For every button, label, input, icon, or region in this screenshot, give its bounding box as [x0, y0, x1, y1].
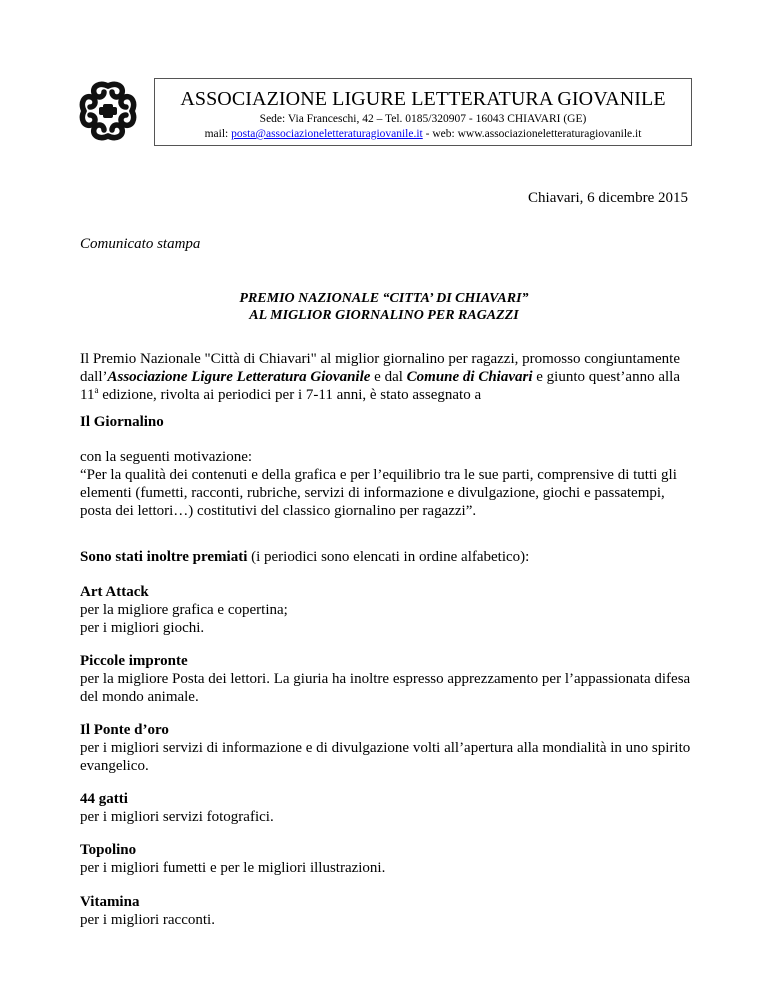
award-item — [80, 583, 695, 637]
other-awards-title: Sono stati inoltre premiati — [80, 549, 248, 565]
award-item — [80, 893, 695, 929]
award-reason: per la migliore Posta dei lettori. La giuria ha inoltre espresso apprezzamento per l’appassionata difesa del mondo animale. — [80, 671, 691, 705]
award-reason: per i migliori fumetti e per le migliori illustrazioni. — [80, 860, 386, 876]
motivation-block — [80, 448, 695, 520]
intro-paragraph — [80, 350, 695, 404]
award-name: Topolino — [80, 842, 137, 858]
title-line-1: PREMIO NAZIONALE “CITTA’ DI CHIAVARI” — [239, 291, 529, 306]
title-line-2: AL MIGLIOR GIORNALINO PER RAGAZZI — [249, 308, 519, 323]
association-logo — [78, 80, 138, 142]
web-label: - web: — [422, 128, 455, 140]
award-item — [80, 841, 695, 877]
award-name: Vitamina — [80, 894, 140, 910]
intro-text-2: e dal — [370, 369, 407, 385]
winner-name: Il Giornalino — [80, 414, 164, 430]
intro-text-4: edizione, rivolta ai periodici per i 7-11 anni, è stato assegnato a — [98, 387, 482, 403]
award-item — [80, 790, 695, 826]
website-text: www.associazioneletteraturagiovanile.it — [457, 128, 642, 140]
letterhead-box — [154, 78, 692, 146]
other-awards-heading — [80, 548, 695, 566]
other-awards-note: (i periodici sono elencati in ordine alfabetico): — [247, 549, 530, 565]
mail-label: mail: — [204, 128, 229, 140]
press-release-label: Comunicato stampa — [80, 236, 201, 252]
award-item — [80, 721, 695, 775]
award-reason: per la migliore grafica e copertina; — [80, 602, 288, 618]
intro-text-1: Il Premio Nazionale "Città di Chiavari" al miglior giornalino per ragazzi, promosso congiuntamente dall’ — [80, 351, 680, 385]
edition-superscript: a — [94, 385, 99, 395]
motivation-text: “Per la qualità dei contenuti e della grafica e per l’equilibrio tra le sue parti, comprensive di tutti gli elementi (fumetti, racconti, rubriche, servizi di informazione e divulgazione, giochi e passatempi, posta dei lettori…) costitutivi del classico giornalino per ragazzi”. — [80, 467, 677, 519]
organization-name: ASSOCIAZIONE LIGURE LETTERATURA GIOVANILE — [180, 88, 666, 110]
award-reason: per i migliori servizi fotografici. — [80, 809, 274, 825]
award-name: Art Attack — [80, 584, 149, 600]
document-date: Chiavari, 6 dicembre 2015 — [528, 190, 688, 206]
award-item — [80, 652, 695, 706]
award-name: Il Ponte d’oro — [80, 722, 169, 738]
award-reason: per i migliori racconti. — [80, 912, 215, 928]
comune-name: Comune di Chiavari — [406, 369, 533, 385]
award-name: Piccole impronte — [80, 653, 188, 669]
contacts-line — [155, 128, 691, 141]
association-name: Associazione Ligure Letteratura Giovanile — [107, 369, 371, 385]
award-reason: per i migliori giochi. — [80, 620, 205, 636]
email-link[interactable]: posta@associazioneletteraturagiovanile.it — [231, 128, 423, 140]
address-line: Sede: Via Franceschi, 42 – Tel. 0185/320907 - 16043 CHIAVARI (GE) — [259, 113, 587, 125]
motivation-label: con la seguenti motivazione: — [80, 449, 253, 465]
document-title — [80, 290, 688, 324]
award-reason: per i migliori servizi di informazione e di divulgazione volti all’apertura alla mondialità in uno spirito evangelico. — [80, 740, 691, 774]
award-name: 44 gatti — [80, 791, 128, 807]
intro-text-3: e giunto quest’anno alla 11 — [80, 369, 680, 403]
